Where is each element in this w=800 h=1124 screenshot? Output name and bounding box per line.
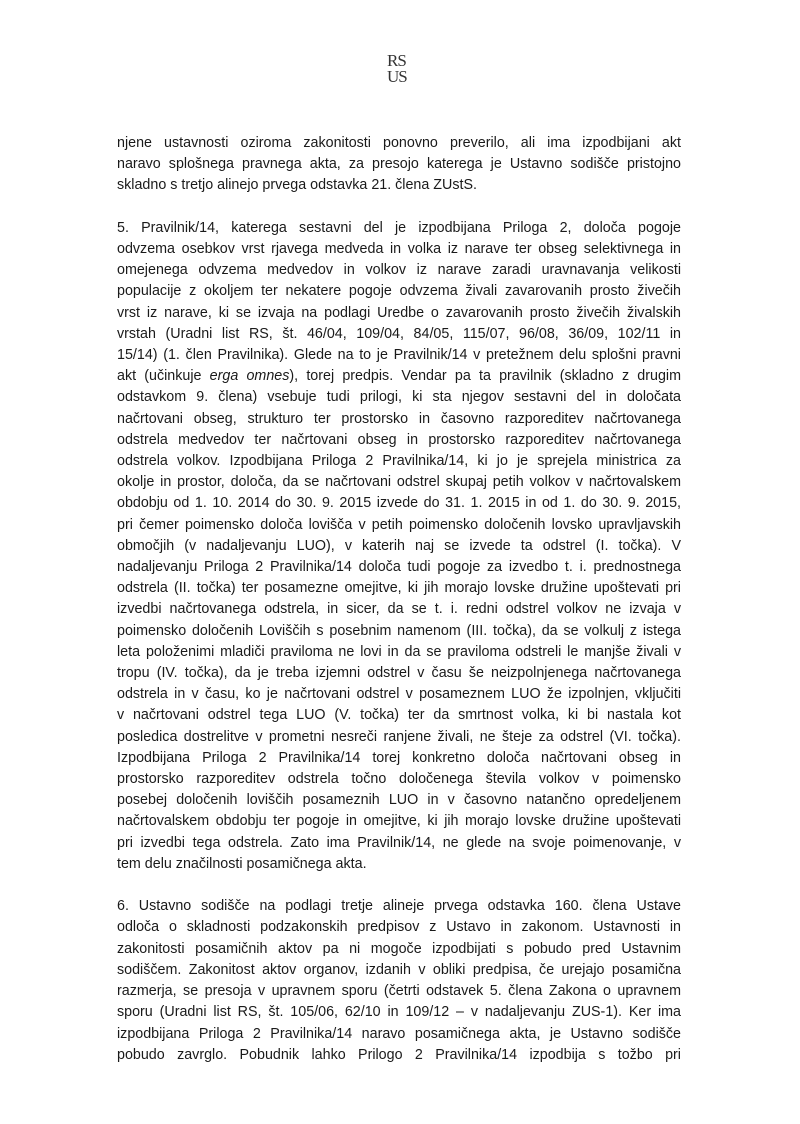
text-line: odstrela in v času, ko je načrtovani odstrel v posameznem LUO že izpolnjen, vključiti [117,686,681,703]
text-line: pobudo zavrglo. Pobudnik lahko Prilogo 2 Pravilnika/14 izpodbija s tožbo pri [117,1046,681,1063]
text-line: akt (učinkuje erga omnes), torej predpis. Vendar pa ta pravilnik (skladno z drugim [117,368,681,385]
text-line: odvzema osebkov vrst rjavega medveda in volka iz narave ter obseg selektivnega in [117,241,681,257]
text-line: posledica dostrelitve v prometni nesreči ranjene živali, ne šteje za odstrel (VI. točka). [117,728,681,745]
text-line: Izpodbijana Priloga 2 Pravilnika/14 torej konkretno določa načrtovani obseg in [117,749,681,766]
text-line: vrstah (Uradni list RS, št. 46/04, 109/04, 84/05, 115/07, 96/08, 36/09, 102/11 in [117,325,681,342]
text-line: odstavkom 9. člena) vsebuje tudi prilogi, ki sta njegov sestavni del in določata [117,389,681,406]
text-line: načrtovani obseg, strukturo ter prostorsko in časovno razporeditev načrtovanega [117,410,681,427]
logo-rs-text: RS [387,51,406,70]
text-line: odstrela medvedov ter načrtovani obseg in prostorsko razporeditev načrtovanega [117,431,681,448]
text-line: naravo splošnega pravnega akta, za presojo katerega je Ustavno sodišče pristojno [117,156,681,173]
text-line: razmerja, se presoja v upravnem sporu (četrti odstavek 5. člena Zakona o upravnem [117,983,681,1000]
text-line: obdobju od 1. 10. 2014 do 30. 9. 2015 izvede do 31. 1. 2015 in od 1. do 30. 9. 2015, [117,495,681,512]
text-line: 6. Ustavno sodišče na podlagi tretje alineje prvega odstavka 160. člena Ustave [117,898,681,915]
text-line: sporu (Uradni list RS, št. 105/06, 62/10 in 109/12 – v nadaljevanju ZUS-1). Ker ima [117,1004,681,1021]
text-line: posebej določenih loviščih posameznih LUO in v časovno natančno opredeljenem [117,792,681,809]
text-line: pri izvedbi tega odstrela. Zato ima Pravilnik/14, ne glede na svoje poimenovanje, v [117,834,681,851]
text-line: tem delu značilnosti posamičnega akta. [117,855,367,872]
text-line: odstrela volkov. Izpodbijana Priloga 2 Pravilnika/14, ki jo je sprejela ministrica za [117,453,681,470]
text-line: načrtovalskem obdobju ter pogoje in omejitve, ki jih morajo lovske družine upoštevati [117,813,681,830]
text-line: tropu (IV. točka), da je treba izjemni odstrel v času še neizpolnjenega načrtovanega [117,665,681,682]
document-body [117,133,681,1066]
text-line: nadaljevanju Priloga 2 Pravilnika/14 določa tudi pogoje za izvedbo t. i. prednostnega [117,559,681,576]
paragraph-continuation [117,133,681,197]
text-line: pri čemer poimensko določa lovišča v petih poimensko določenih lovsko upravljavskih [117,516,681,533]
text-line: prostorsko razporeditev odstrela točno določenega števila volkov v poimensko [117,771,681,788]
text-line: izpodbijana Priloga 2 Pravilnika/14 naravo posamičnega akta, je Ustavno sodišče [117,1025,681,1042]
text-line: njene ustavnosti oziroma zakonitosti ponovno preverilo, ali ima izpodbijani akt [117,135,681,151]
paragraph-5 [117,218,681,875]
text-line: v načrtovani odstrel tega LUO (V. točka) ter da smrtnost volka, ki bi nastala kot [117,707,681,724]
text-line: 15/14) (1. člen Pravilnika). Glede na to je Pravilnik/14 v pretežnem delu splošni pravni [117,347,681,364]
text-line: odloča o skladnosti podzakonskih predpisov z Ustavo in zakonom. Ustavnosti in [117,919,681,936]
text-line: leta položenimi mladiči praviloma ne lovi in da se praviloma odstreli le manjše živali v [117,643,681,660]
text-line: poimensko določenih Loviščih s posebnim namenom (III. točka), da se volkulj z istega [117,622,681,639]
text-line: odstrela (II. točka) ter posamezne omejitve, ki jih morajo lovske družine upoštevati pri [117,580,681,597]
text-line: skladno s tretjo alinejo prvega odstavka 21. člena ZUstS. [117,177,477,194]
text-line: zakonitosti posamičnih aktov pa ni mogoče izpodbijati s pobudo pred Ustavnim [117,940,681,957]
latin-phrase: erga omnes [209,368,290,385]
text-line: vrst iz narave, ki se izvaja na podlagi Uredbe o zavarovanih prosto živečih živalskih [117,304,681,321]
text-line: omejenega odvzema medvedov in volkov iz narave zaradi uravnavanja velikosti [117,262,681,279]
text-line: 5. Pravilnik/14, katerega sestavni del je izpodbijana Priloga 2, določa pogoje [117,219,681,236]
text-line: območjih (v nadaljevanju LUO), v katerih naj se izvede ta odstrel (I. točka). V [117,537,681,554]
court-logo [384,52,420,92]
text-line: populacije z okoljem ter nekatere pogoje odvzema živali zavarovanih prosto živečih [117,283,681,300]
logo-us-text: US [387,67,407,86]
paragraph-6 [117,896,681,1066]
text-line: okolje in prostor, določa, da se načrtovani odstrel skupaj petih volkov v načrtovalskem [117,474,681,491]
text-line: izvedbi načrtovanega odstrela, in sicer, da se t. i. redni odstrel volkov ne izvaja v [117,601,681,618]
text-line: sodiščem. Zakonitost aktov organov, izdanih v obliki predpisa, če urejajo posamična [117,961,681,978]
